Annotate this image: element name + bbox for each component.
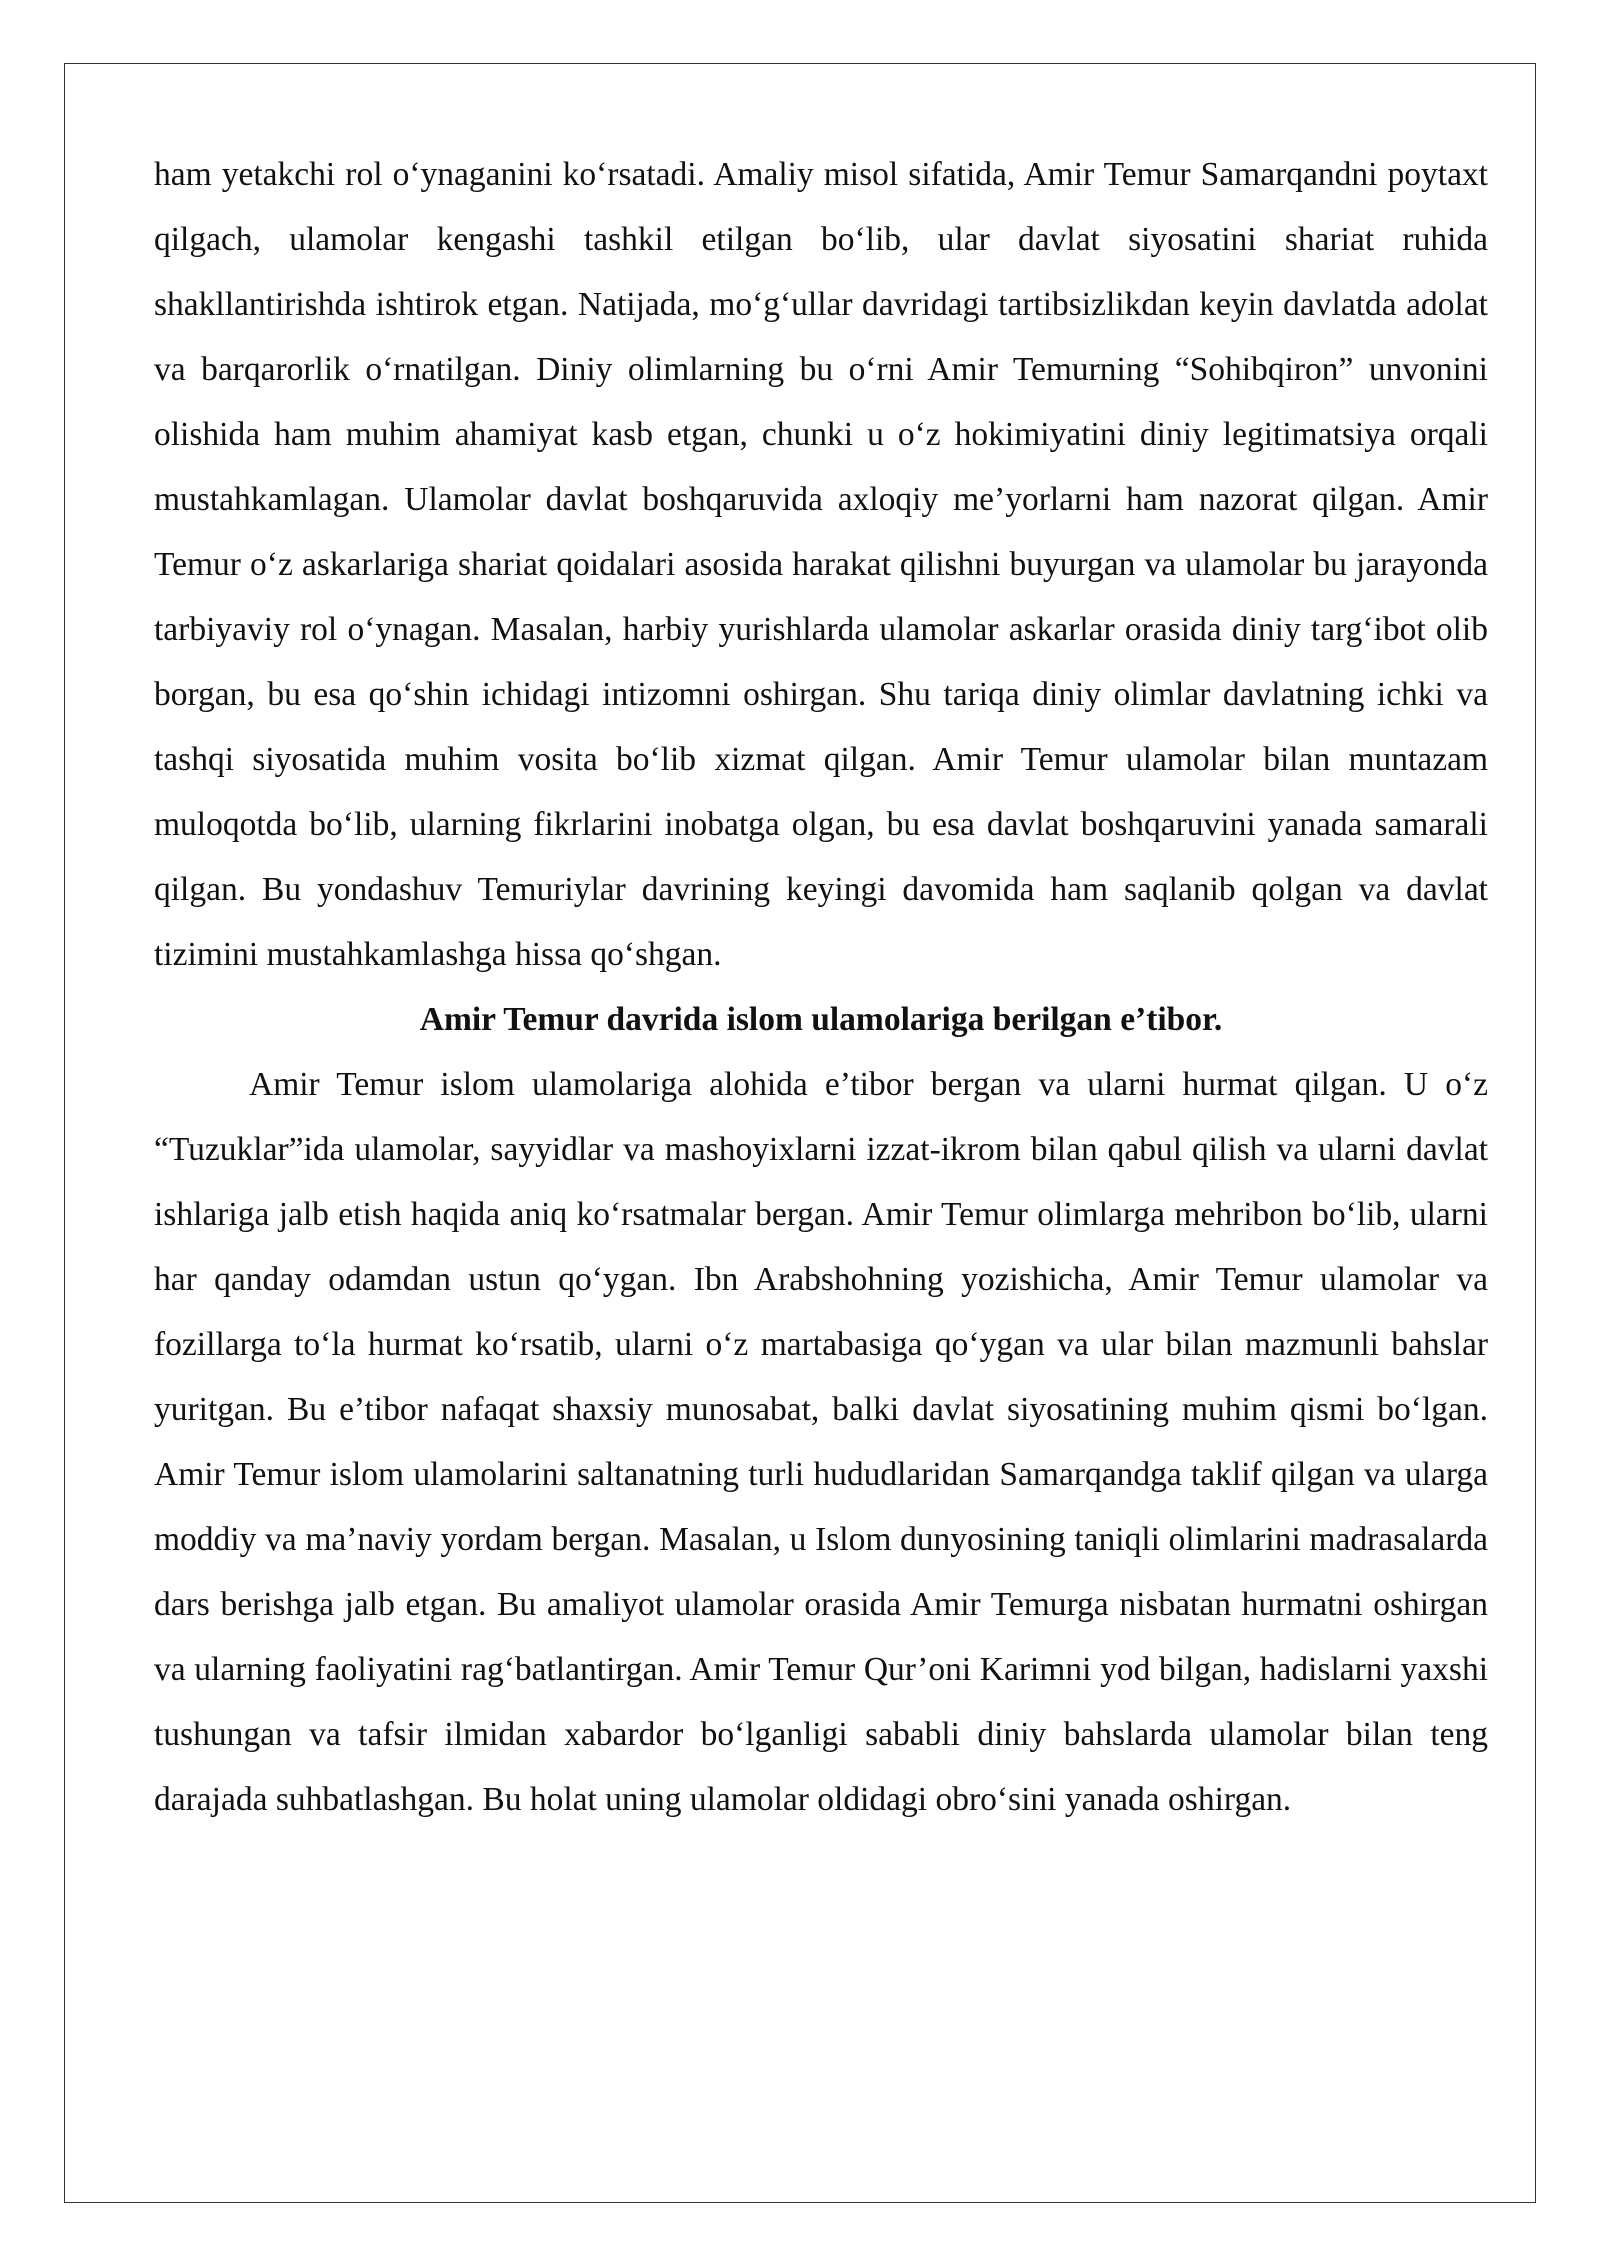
document-body	[154, 142, 1488, 1832]
body-paragraph: ham yetakchi rol o‘ynaganini ko‘rsatadi. Amaliy misol sifatida, Amir Temur Samarqandni poytaxt qilgach, ulamolar kengashi tashkil etilgan bo‘lib, ular davlat siyosatini shariat ruhida shakllantirishda ishtirok etgan. Natijada, mo‘g‘ullar davridagi tartibsizlikdan keyin davlatda adolat va barqarorlik o‘rnatilgan. Diniy olimlarning bu o‘rni Amir Temurning “Sohibqiron” unvonini olishida ham muhim ahamiyat kasb etgan, chunki u o‘z hokimiyatini diniy legitimatsiya orqali mustahkamlagan. Ulamolar davlat boshqaruvida axloqiy me’yorlarni ham nazorat qilgan. Amir Temur o‘z askarlariga shariat qoidalari asosida harakat qilishni buyurgan va ulamolar bu jarayonda tarbiyaviy rol o‘ynagan. Masalan, harbiy yurishlarda ulamolar askarlar orasida diniy targ‘ibot olib borgan, bu esa qo‘shin ichidagi intizomni oshirgan. Shu tariqa diniy olimlar davlatning ichki va tashqi siyosatida muhim vosita bo‘lib xizmat qilgan. Amir Temur ulamolar bilan muntazam muloqotda bo‘lib, ularning fikrlarini inobatga olgan, bu esa davlat boshqaruvini yanada samarali qilgan. Bu yondashuv Temuriylar davrining keyingi davomida ham saqlanib qolgan va davlat tizimini mustahkamlashga hissa qo‘shgan.	[154, 156, 1488, 973]
body-paragraph: Amir Temur islom ulamolariga alohida e’tibor bergan va ularni hurmat qilgan. U o‘z “Tuzuklar”ida ulamolar, sayyidlar va mashoyixlarni izzat-ikrom bilan qabul qilish va ularni davlat ishlariga jalb etish haqida aniq ko‘rsatmalar bergan. Amir Temur olimlarga mehribon bo‘lib, ularni har qanday odamdan ustun qo‘ygan. Ibn Arabshohning yozishicha, Amir Temur ulamolar va fozillarga to‘la hurmat ko‘rsatib, ularni o‘z martabasiga qo‘ygan va ular bilan mazmunli bahslar yuritgan. Bu e’tibor nafaqat shaxsiy munosabat, balki davlat siyosatining muhim qismi bo‘lgan. Amir Temur islom ulamolarini saltanatning turli hududlaridan Samarqandga taklif qilgan va ularga moddiy va ma’naviy yordam bergan. Masalan, u Islom dunyosining taniqli olimlarini madrasalarda dars berishga jalb etgan. Bu amaliyot ulamolar orasida Amir Temurga nisbatan hurmatni oshirgan va ularning faoliyatini rag‘batlantirgan. Amir Temur Qur’oni Karimni yod bilgan, hadislarni yaxshi tushungan va tafsir ilmidan xabardor bo‘lganligi sababli diniy bahslarda ulamolar bilan teng darajada suhbatlashgan. Bu holat uning ulamolar oldidagi obro‘sini yanada oshirgan.	[154, 1066, 1488, 1818]
section-heading: Amir Temur davrida islom ulamolariga berilgan e’tibor.	[419, 1001, 1223, 1038]
